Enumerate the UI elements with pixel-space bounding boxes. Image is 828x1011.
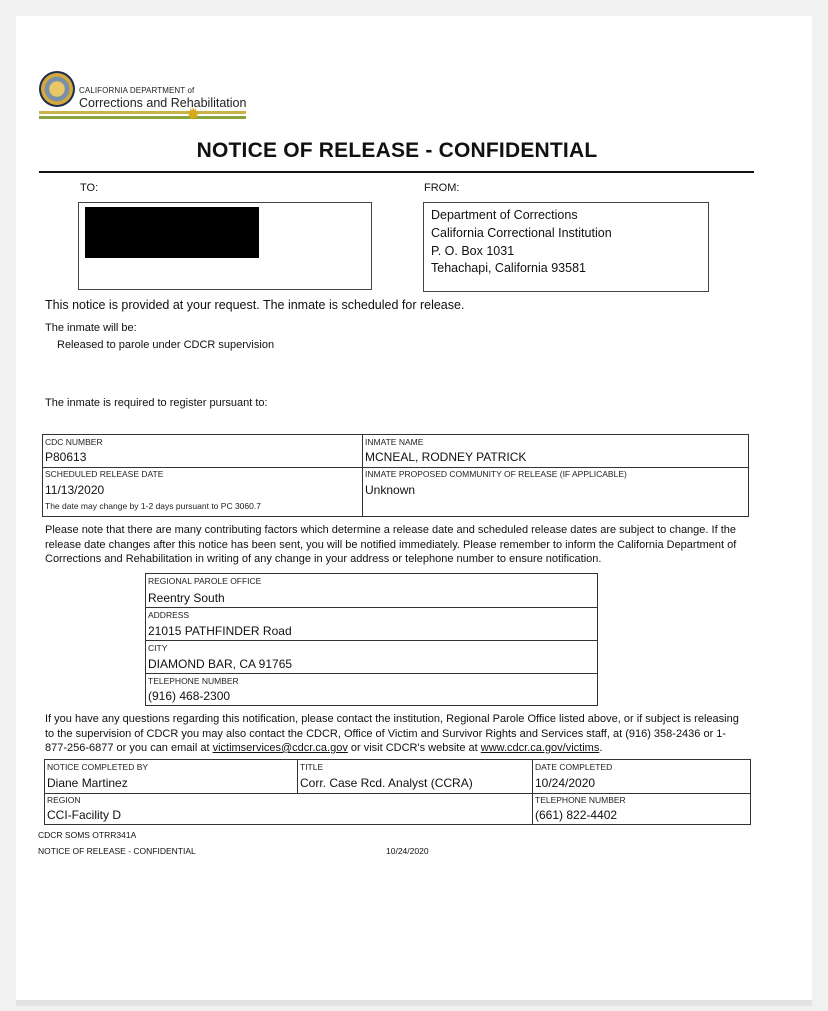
contact-text: If you have any questions regarding this notification, please contact the institution, Regional Parole Office listed above, or if subject is releasing to the supervision of CDCR you may also contact the CDCR, Office of Victim and Survivor Rights and Services staff, at (916) 358-2436 or 1-877-256-6877 or you can email at [45,713,739,754]
email-link[interactable]: victimservices@cdcr.ca.gov [212,742,348,754]
footer-title: NOTICE OF RELEASE - CONFIDENTIAL [38,846,196,856]
footer-date: 10/24/2020 [386,846,429,856]
cdc-number-value: P80613 [45,450,87,464]
contact-text-end: . [599,742,603,754]
document-title: NOTICE OF RELEASE - CONFIDENTIAL [196,139,598,162]
star-icon: ✹ [186,105,201,124]
community-label: INMATE PROPOSED COMMUNITY OF RELEASE (IF APPLICABLE) [365,469,627,479]
parole-office-label: REGIONAL PAROLE OFFICE [148,576,262,586]
parole-office-value: Reentry South [148,591,225,605]
redaction-block [85,207,259,258]
completed-phone-label: TELEPHONE NUMBER [535,795,626,805]
page-edge [16,1000,812,1006]
contact-paragraph [45,712,745,756]
city-value: DIAMOND BAR, CA 91765 [148,657,293,671]
logo-rule-gold [39,111,246,114]
completed-by-table [44,759,751,825]
table-row-divider [145,607,598,608]
community-value: Unknown [365,483,416,497]
title-value: Corr. Case Rcd. Analyst (CCRA) [300,776,473,790]
table-col-divider [297,759,298,793]
title-divider [39,171,754,173]
title-label: TITLE [300,762,324,772]
inmate-name-label: INMATE NAME [365,437,424,447]
inmate-will-be-label: The inmate will be: [45,322,137,334]
address-value: 21015 PATHFINDER Road [148,624,292,638]
intro-text: This notice is provided at your request. The inmate is scheduled for release. [45,298,465,312]
completed-by-label: NOTICE COMPLETED BY [47,762,149,772]
cdc-number-label: CDC NUMBER [45,437,103,447]
release-date-note: The date may change by 1-2 days pursuant to PC 3060.7 [45,501,261,511]
address-label: ADDRESS [148,610,190,620]
sender-line: P. O. Box 1031 [431,244,515,258]
cdcr-seal-icon [39,71,75,107]
phone-label: TELEPHONE NUMBER [148,676,239,686]
table-col-divider [532,759,533,825]
table-row-divider [145,673,598,674]
sender-line: California Correctional Institution [431,226,612,240]
phone-value: (916) 468-2300 [148,689,231,703]
table-row-divider [44,793,751,794]
release-date-label: SCHEDULED RELEASE DATE [45,469,164,479]
notice-paragraph: Please note that there are many contributing factors which determine a release date and scheduled release dates are subject to change. If the release date changes after this notice has been sent, you will be notified immediately. Please remember to inform the California Department of Corrections and Rehabilitation in writing of any change in your address or telephone number to ensure notification. [45,524,737,565]
city-label: CITY [148,643,168,653]
form-code: CDCR SOMS OTRR341A [38,830,137,840]
table-row-divider [145,640,598,641]
table-row-divider [42,467,749,468]
sender-line: Tehachapi, California 93581 [431,261,586,275]
inmate-name-value: MCNEAL, RODNEY PATRICK [365,450,527,464]
register-label: The inmate is required to register pursuant to: [45,397,268,409]
completed-phone-value: (661) 822-4402 [535,808,618,822]
agency-name-line1: CALIFORNIA DEPARTMENT of [79,86,195,95]
region-value: CCI-Facility D [47,808,121,822]
from-label: FROM: [424,182,460,194]
table-col-divider [362,434,363,517]
region-label: REGION [47,795,81,805]
website-link[interactable]: www.cdcr.ca.gov/victims [480,742,600,754]
to-label: TO: [80,182,99,194]
date-completed-value: 10/24/2020 [535,776,596,790]
release-date-value: 11/13/2020 [45,483,105,497]
logo-rule-green [39,116,246,119]
agency-name-line2: Corrections and Rehabilitation [79,96,247,110]
release-type: Released to parole under CDCR supervision [57,339,275,351]
completed-by-value: Diane Martinez [47,776,128,790]
contact-text-middle: or visit CDCR's website at [347,742,481,754]
date-completed-label: DATE COMPLETED [535,762,613,772]
sender-line: Department of Corrections [431,208,578,222]
